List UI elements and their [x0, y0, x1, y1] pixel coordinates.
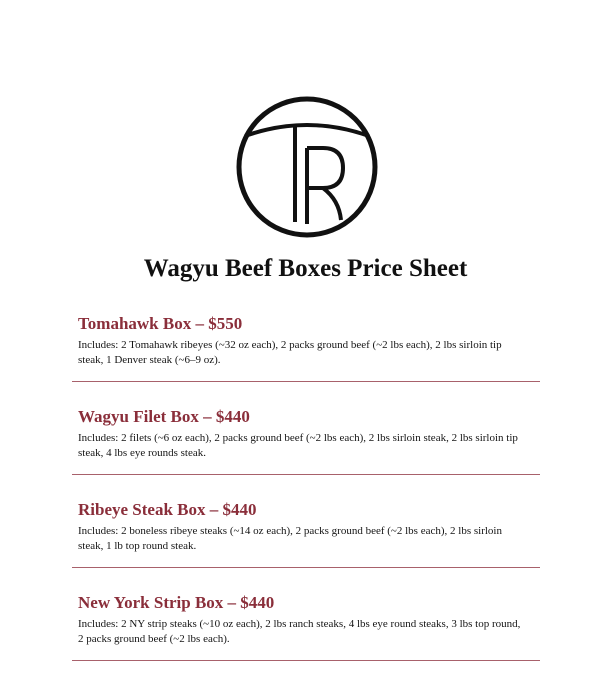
- tr-monogram-logo-icon: [225, 96, 389, 238]
- item-description: Includes: 2 NY strip steaks (~10 oz each), 2 lbs ranch steaks, 4 lbs eye round steaks, 3 lbs top round, 2 packs ground beef (~2 lbs each).: [78, 618, 521, 645]
- divider: [72, 474, 540, 475]
- item-heading: Ribeye Steak Box – $440: [78, 500, 257, 519]
- item-heading: Wagyu Filet Box – $440: [78, 407, 250, 426]
- item-heading: New York Strip Box – $440: [78, 593, 275, 612]
- item-description: Includes: 2 boneless ribeye steaks (~14 oz each), 2 packs ground beef (~2 lbs each), 2 lbs sirloin steak, 1 lb top round steak.: [78, 525, 502, 552]
- item-description: Includes: 2 filets (~6 oz each), 2 packs ground beef (~2 lbs each), 2 lbs sirloin steak, 2 lbs sirloin tip steak, 4 lbs eye rounds steak.: [78, 432, 518, 459]
- price-item-tomahawk: [72, 312, 540, 405]
- brand-logo: [225, 96, 389, 238]
- divider: [72, 567, 540, 568]
- divider: [72, 381, 540, 382]
- item-description: Includes: 2 Tomahawk ribeyes (~32 oz each), 2 packs ground beef (~2 lbs each), 2 lbs sirloin tip steak, 1 Denver steak (~6–9 oz).: [78, 339, 502, 366]
- item-heading: Tomahawk Box – $550: [78, 314, 243, 333]
- price-item-filet: [72, 405, 540, 498]
- price-item-ny-strip: [72, 591, 540, 684]
- page-title: Wagyu Beef Boxes Price Sheet: [143, 255, 468, 282]
- divider: [72, 660, 540, 661]
- price-list: [72, 312, 540, 684]
- price-item-ribeye: [72, 498, 540, 591]
